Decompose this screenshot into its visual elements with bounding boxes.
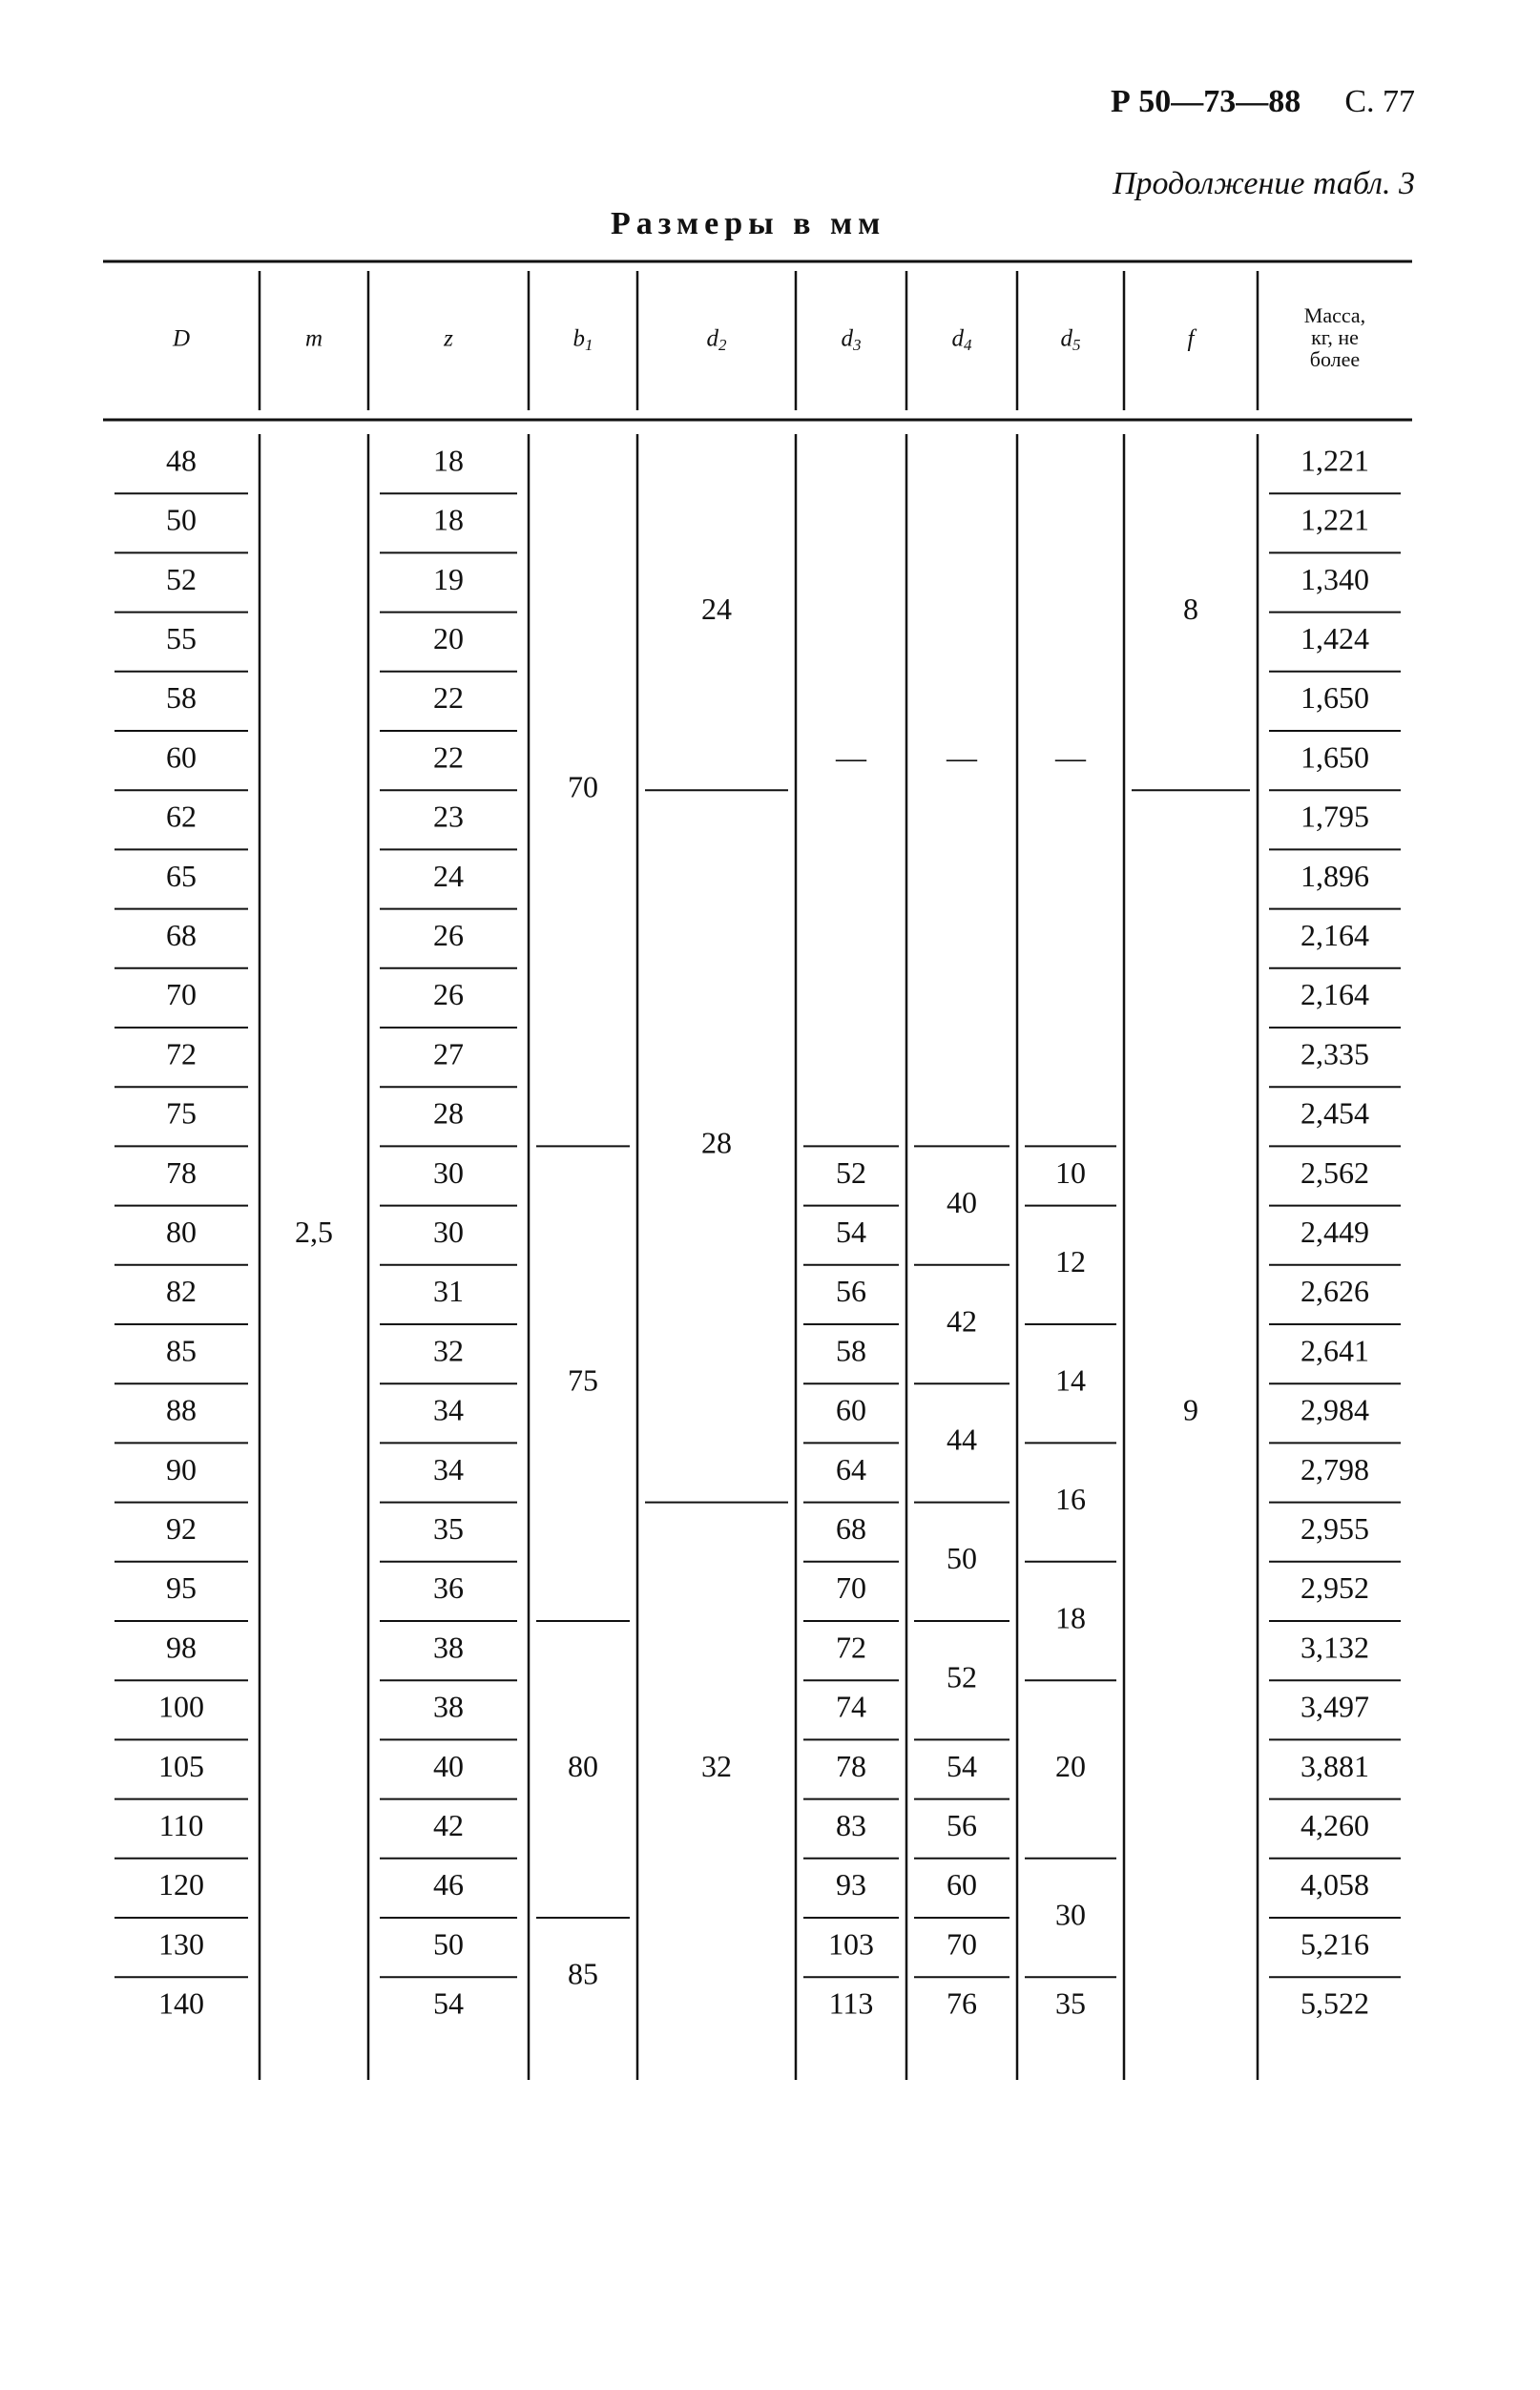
value-mass: 2,798 (1301, 1451, 1369, 1486)
value-D: 60 (166, 739, 197, 775)
value-b1: 85 (568, 1956, 598, 1991)
value-mass: 4,058 (1301, 1867, 1369, 1902)
value-d4: 54 (947, 1748, 977, 1783)
value-d3: 70 (836, 1570, 866, 1606)
value-mass: 3,881 (1301, 1748, 1369, 1783)
value-D: 50 (166, 502, 197, 537)
value-d4: 60 (947, 1867, 977, 1902)
value-mass: 2,952 (1301, 1570, 1369, 1606)
value-D: 52 (166, 561, 197, 596)
header-d2: $d_2$ (706, 325, 727, 354)
value-d3: — (836, 739, 866, 775)
value-z: 26 (433, 918, 464, 953)
value-f: 8 (1183, 591, 1198, 626)
value-mass: 1,650 (1301, 680, 1369, 716)
value-mass: 2,955 (1301, 1511, 1369, 1547)
value-d4: 40 (947, 1184, 977, 1219)
value-mass: 1,221 (1301, 443, 1369, 478)
value-mass: 5,216 (1301, 1926, 1369, 1962)
value-z: 36 (433, 1570, 464, 1606)
value-z: 31 (433, 1274, 464, 1309)
value-d4: 56 (947, 1808, 977, 1843)
value-D: 120 (158, 1867, 204, 1902)
header-m: m (304, 325, 323, 352)
value-mass: 2,626 (1301, 1274, 1369, 1309)
value-d3: 83 (836, 1808, 866, 1843)
value-z: 46 (433, 1867, 464, 1902)
value-D: 88 (166, 1392, 197, 1427)
value-mass: 2,449 (1301, 1215, 1369, 1250)
value-mass: 2,164 (1301, 918, 1369, 953)
value-mass: 3,497 (1301, 1689, 1369, 1724)
value-D: 72 (166, 1036, 197, 1071)
header-f: f (1187, 325, 1195, 352)
value-D: 92 (166, 1511, 197, 1547)
header-D: D (172, 325, 191, 352)
value-d5: 14 (1055, 1362, 1086, 1398)
value-m: 2,5 (295, 1215, 333, 1250)
value-z: 42 (433, 1808, 464, 1843)
value-d4: 42 (947, 1303, 977, 1339)
value-z: 19 (433, 561, 464, 596)
value-mass: 2,335 (1301, 1036, 1369, 1071)
value-d5: 20 (1055, 1748, 1086, 1783)
value-d5: — (1055, 739, 1086, 775)
value-D: 90 (166, 1451, 197, 1486)
value-D: 105 (158, 1748, 204, 1783)
value-d5: 12 (1055, 1244, 1086, 1279)
value-d3: 52 (836, 1154, 866, 1190)
value-d3: 68 (836, 1511, 866, 1547)
value-d3: 60 (836, 1392, 866, 1427)
value-mass: 5,522 (1301, 1985, 1369, 2021)
document-number: Р 50—73—88 (1111, 84, 1301, 119)
value-z: 18 (433, 502, 464, 537)
value-b1: 70 (568, 769, 598, 804)
value-z: 32 (433, 1333, 464, 1368)
value-mass: 1,896 (1301, 858, 1369, 893)
value-D: 62 (166, 799, 197, 834)
value-z: 30 (433, 1154, 464, 1190)
value-z: 22 (433, 739, 464, 775)
units-caption: Размеры в мм (611, 206, 886, 241)
value-d4: 70 (947, 1926, 977, 1962)
value-z: 28 (433, 1095, 464, 1131)
header-mass: Масса, кг, не более (1303, 302, 1366, 372)
value-D: 95 (166, 1570, 197, 1606)
value-D: 80 (166, 1215, 197, 1250)
value-d3: 103 (828, 1926, 874, 1962)
value-d4: 44 (947, 1422, 977, 1457)
value-d5: 10 (1055, 1154, 1086, 1190)
table-continuation-caption: Продолжение табл. 3 (1112, 166, 1415, 201)
value-b1: 80 (568, 1748, 598, 1783)
value-mass: 2,641 (1301, 1333, 1369, 1368)
value-z: 24 (433, 858, 464, 893)
value-d5: 30 (1055, 1897, 1086, 1932)
value-mass: 1,424 (1301, 621, 1369, 656)
value-z: 26 (433, 977, 464, 1012)
value-d2: 24 (701, 591, 732, 626)
header-b1: $b_1$ (572, 325, 593, 354)
value-d3: 93 (836, 1867, 866, 1902)
value-mass: 4,260 (1301, 1808, 1369, 1843)
value-d2: 32 (701, 1748, 732, 1783)
value-d3: 113 (828, 1985, 874, 2021)
header-d3: $d_3$ (841, 325, 862, 354)
value-mass: 1,340 (1301, 561, 1369, 596)
value-D: 65 (166, 858, 197, 893)
value-D: 78 (166, 1154, 197, 1190)
header-d5: $d_5$ (1060, 325, 1081, 354)
value-mass: 2,454 (1301, 1095, 1369, 1131)
value-D: 58 (166, 680, 197, 716)
value-d5: 18 (1055, 1600, 1086, 1635)
header-d4: $d_4$ (951, 325, 972, 354)
value-z: 18 (433, 443, 464, 478)
value-D: 68 (166, 918, 197, 953)
value-D: 55 (166, 621, 197, 656)
value-mass: 3,132 (1301, 1630, 1369, 1665)
value-d5: 16 (1055, 1481, 1086, 1516)
value-D: 100 (158, 1689, 204, 1724)
header-z: z (444, 325, 453, 352)
value-z: 20 (433, 621, 464, 656)
value-D: 85 (166, 1333, 197, 1368)
value-mass: 2,562 (1301, 1154, 1369, 1190)
value-d3: 56 (836, 1274, 866, 1309)
value-z: 34 (433, 1451, 464, 1486)
value-d4: 76 (947, 1985, 977, 2021)
value-d3: 72 (836, 1630, 866, 1665)
value-d3: 78 (836, 1748, 866, 1783)
value-d4: 52 (947, 1659, 977, 1694)
value-d3: 74 (836, 1689, 866, 1724)
value-z: 30 (433, 1215, 464, 1250)
value-z: 35 (433, 1511, 464, 1547)
value-D: 82 (166, 1274, 197, 1309)
value-d3: 54 (836, 1215, 866, 1250)
value-d4: — (947, 739, 977, 775)
value-d3: 58 (836, 1333, 866, 1368)
value-f: 9 (1183, 1392, 1198, 1427)
value-z: 38 (433, 1630, 464, 1665)
value-mass: 1,650 (1301, 739, 1369, 775)
value-D: 70 (166, 977, 197, 1012)
value-z: 54 (433, 1985, 464, 2021)
value-D: 75 (166, 1095, 197, 1131)
value-d3: 64 (836, 1451, 866, 1486)
value-mass: 1,795 (1301, 799, 1369, 834)
value-z: 34 (433, 1392, 464, 1427)
value-mass: 2,164 (1301, 977, 1369, 1012)
value-z: 23 (433, 799, 464, 834)
value-z: 38 (433, 1689, 464, 1724)
value-D: 130 (158, 1926, 204, 1962)
value-mass: 2,984 (1301, 1392, 1369, 1427)
value-D: 110 (158, 1808, 204, 1843)
value-z: 40 (433, 1748, 464, 1783)
value-d5: 35 (1055, 1985, 1086, 2021)
value-b1: 75 (568, 1362, 598, 1398)
value-D: 48 (166, 443, 197, 478)
value-z: 22 (433, 680, 464, 716)
value-d2: 28 (701, 1125, 732, 1160)
page-number: С. 77 (1344, 84, 1415, 119)
value-D: 98 (166, 1630, 197, 1665)
value-z: 27 (433, 1036, 464, 1071)
value-d4: 50 (947, 1541, 977, 1576)
value-z: 50 (433, 1926, 464, 1962)
value-mass: 1,221 (1301, 502, 1369, 537)
value-D: 140 (158, 1985, 204, 2021)
